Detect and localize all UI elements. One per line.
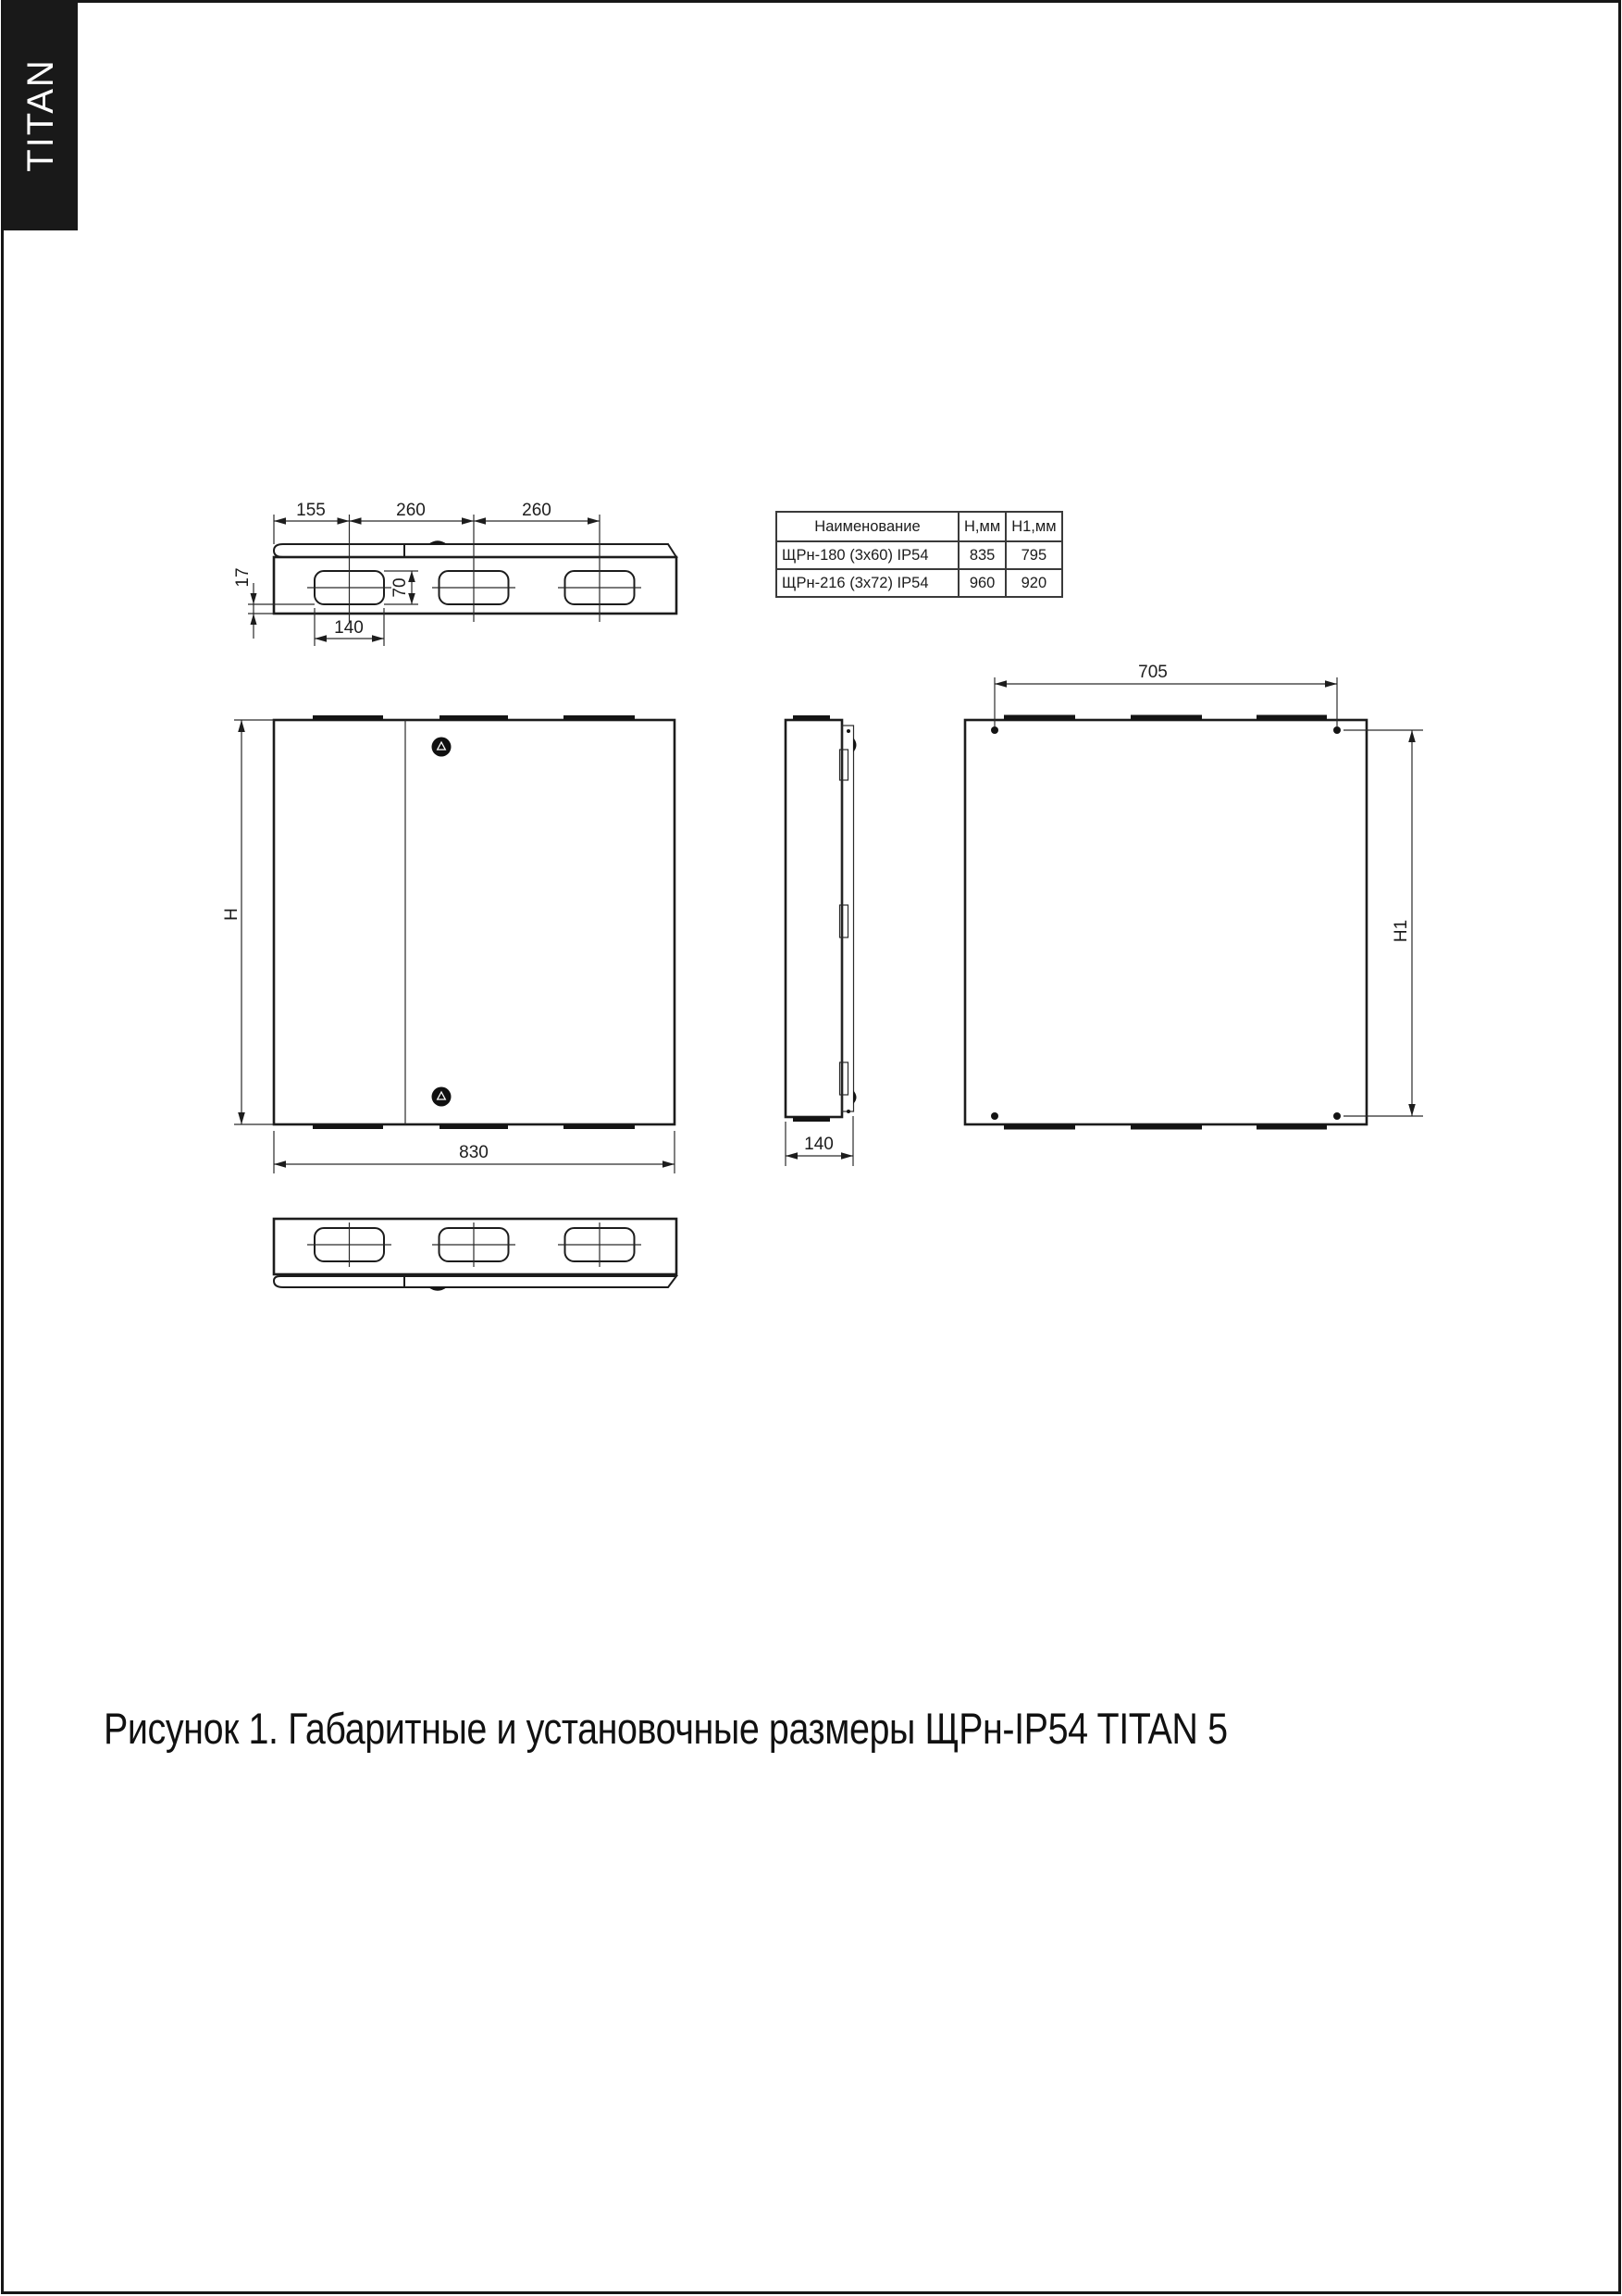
door-screw-bottom (432, 1087, 452, 1107)
dim-label-17: 17 (233, 567, 253, 588)
door-screw-top (432, 738, 452, 757)
dim-label-260-2: 260 (522, 501, 551, 520)
spec-row2-name: ЩРн-216 (3х72) IP54 (776, 569, 959, 597)
spec-row2-h: 960 (959, 569, 1006, 597)
dim-label-H: H (222, 908, 241, 921)
vent-bump (428, 540, 447, 544)
dim-label-705: 705 (1138, 663, 1168, 682)
mount-bump-top (853, 738, 857, 752)
brand-logo-text: TITAN (19, 58, 61, 172)
mount-bump-bottom (853, 1090, 857, 1104)
mount-hole (1333, 1112, 1341, 1120)
spec-row1-h: 835 (959, 541, 1006, 569)
vent-bump (428, 1287, 447, 1291)
spec-header-h1: Н1,мм (1006, 512, 1061, 541)
side-view (786, 715, 857, 1166)
dim-label-140-top: 140 (334, 618, 364, 638)
dim-label-140-side: 140 (804, 1135, 834, 1154)
dim-label-155: 155 (296, 501, 326, 520)
spec-row1-h1: 795 (1006, 541, 1061, 569)
spec-header-h: Н,мм (959, 512, 1006, 541)
spec-row2-h1: 920 (1006, 569, 1061, 597)
top-view (233, 501, 676, 646)
dim-label-260-1: 260 (396, 501, 426, 520)
front-view (222, 715, 675, 1173)
mount-hole (991, 1112, 998, 1120)
dim-label-830: 830 (459, 1143, 489, 1162)
spec-header-name: Наименование (776, 512, 959, 541)
mount-hole (991, 726, 998, 734)
mount-hole (1333, 726, 1341, 734)
figure-caption: Рисунок 1. Габаритные и установочные размеры ЩРн-IP54 TITAN 5 (104, 1704, 1228, 1753)
back-view (965, 663, 1423, 1130)
bottom-view (274, 1219, 676, 1291)
dim-label-H1: H1 (1392, 919, 1411, 943)
dim-label-70: 70 (390, 577, 410, 598)
spec-row1-name: ЩРн-180 (3х60) IP54 (776, 541, 959, 569)
